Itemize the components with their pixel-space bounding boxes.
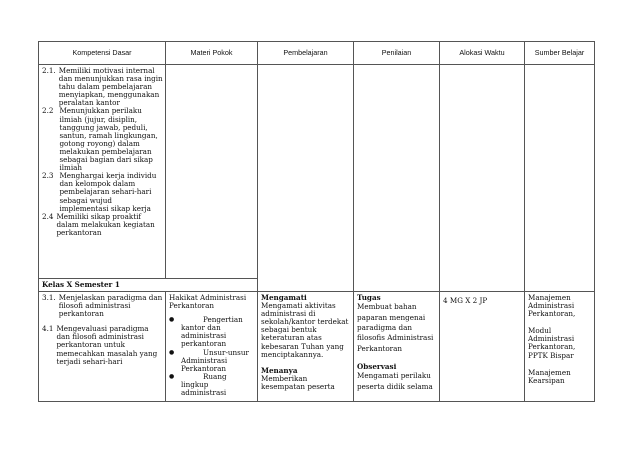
materi-cell [166, 292, 258, 402]
kd-text: Menghargai kerja individu dan kelompok dalam pembelajaran sehari-hari sebagai wujud implementasi sikap kerja [59, 171, 157, 213]
header-sumber-belajar: Sumber Belajar [525, 42, 595, 65]
mengamati-text: Mengamati aktivitas administrasi di sekolah/kantor terdekat sebagai bentuk keteraturan atas kebesaran Tuhan yang menciptakannya. [261, 301, 349, 359]
kd-item [42, 325, 163, 365]
pembelajaran-empty-cell [258, 65, 354, 292]
alokasi-empty-cell [440, 65, 525, 292]
materi-item-text: Ruang lingkup administrasi [181, 371, 227, 398]
kd-number: 2.2 [42, 106, 54, 116]
penilaian-cell [354, 292, 440, 402]
materi-empty-cell [166, 65, 258, 279]
materi-list-item [169, 316, 255, 348]
kd-number: 4.1 [42, 324, 54, 334]
content-row [39, 292, 595, 402]
kd-item [42, 294, 163, 318]
alokasi-cell: 4 MG X 2 JP [440, 292, 525, 402]
menanya-text: Memberikan kesempatan peserta [261, 373, 335, 391]
header-kompetensi-dasar: Kompetensi Dasar [39, 42, 166, 65]
header-row [39, 42, 595, 65]
header-materi-pokok: Materi Pokok [166, 42, 258, 65]
kd-pengetahuan-cell [39, 292, 166, 402]
header-alokasi-waktu: Alokasi Waktu [440, 42, 525, 65]
tugas-text: Membuat bahan paparan mengenai paradigma dan filosofis Administrasi Perkantoran [357, 302, 434, 353]
kd-number: 2.3 [42, 171, 54, 181]
penilaian-empty-cell [354, 65, 440, 292]
sikap-row [39, 65, 595, 279]
sumber-item: Manajemen Kearsipan [528, 367, 571, 385]
kd-text: Memiliki sikap proaktif dalam melakukan kegiatan perkantoran [56, 211, 155, 237]
kd-sikap-cell [39, 65, 166, 279]
kd-text: Mengevaluasi paradigma dan filosofi administrasi perkantoran untuk memecahkan masalah yang terjadi sehari-hari [56, 324, 158, 366]
mengamati-title: Mengamati [261, 293, 307, 302]
sumber-empty-cell [525, 65, 595, 292]
menanya-title: Menanya [261, 365, 298, 375]
pembelajaran-cell [258, 292, 354, 402]
materi-list-item [169, 349, 255, 373]
kd-number: 2.4 [42, 211, 54, 221]
kd-item [42, 107, 163, 172]
observasi-text: Mengamati perilaku peserta didik selama [357, 371, 433, 391]
kd-text: Menjelaskan paradigma dan filosofi administrasi perkantoran [58, 293, 163, 319]
materi-list-item [169, 373, 255, 397]
kd-number: 2.1. [42, 66, 56, 75]
sumber-cell [525, 292, 595, 402]
kd-text: Menunjukkan perilaku ilmiah (jujur, disiplin, tanggung jawab, peduli, santun, ramah lingkungan, gotong royong) dalam melakukan pembelajaran sebagai bagian dari sikap ilmiah [59, 106, 158, 173]
header-penilaian: Penilaian [354, 42, 440, 65]
bullet-icon: ● [169, 372, 175, 380]
tugas-title: Tugas [357, 293, 381, 302]
semester-label: Kelas X Semester 1 [39, 279, 258, 292]
kd-text: Memiliki motivasi internal dan menunjukkan rasa ingin tahu dalam pembelajaran menyiapkan, menggunakan peralatan kantor [58, 66, 163, 108]
materi-title: Hakikat Administrasi Perkantoran [169, 293, 247, 311]
observasi-title: Observasi [357, 362, 397, 372]
materi-item-text: Pengertian kantor dan administrasi perkantoran [181, 315, 243, 349]
sumber-item: Manajemen Administrasi Perkantoran, [528, 293, 576, 319]
kd-number: 3.1. [42, 293, 56, 302]
syllabus-table [38, 41, 595, 402]
bullet-icon: ● [169, 348, 175, 356]
sumber-item: Modul Administrasi Perkantoran, PPTK Bispar [528, 326, 576, 360]
materi-item-text: Unsur-unsur Administrasi Perkantoran [181, 347, 249, 373]
bullet-icon: ● [169, 316, 175, 324]
kd-item [42, 172, 163, 212]
kd-item [42, 67, 163, 107]
kd-item [42, 213, 163, 237]
header-pembelajaran: Pembelajaran [258, 42, 354, 65]
